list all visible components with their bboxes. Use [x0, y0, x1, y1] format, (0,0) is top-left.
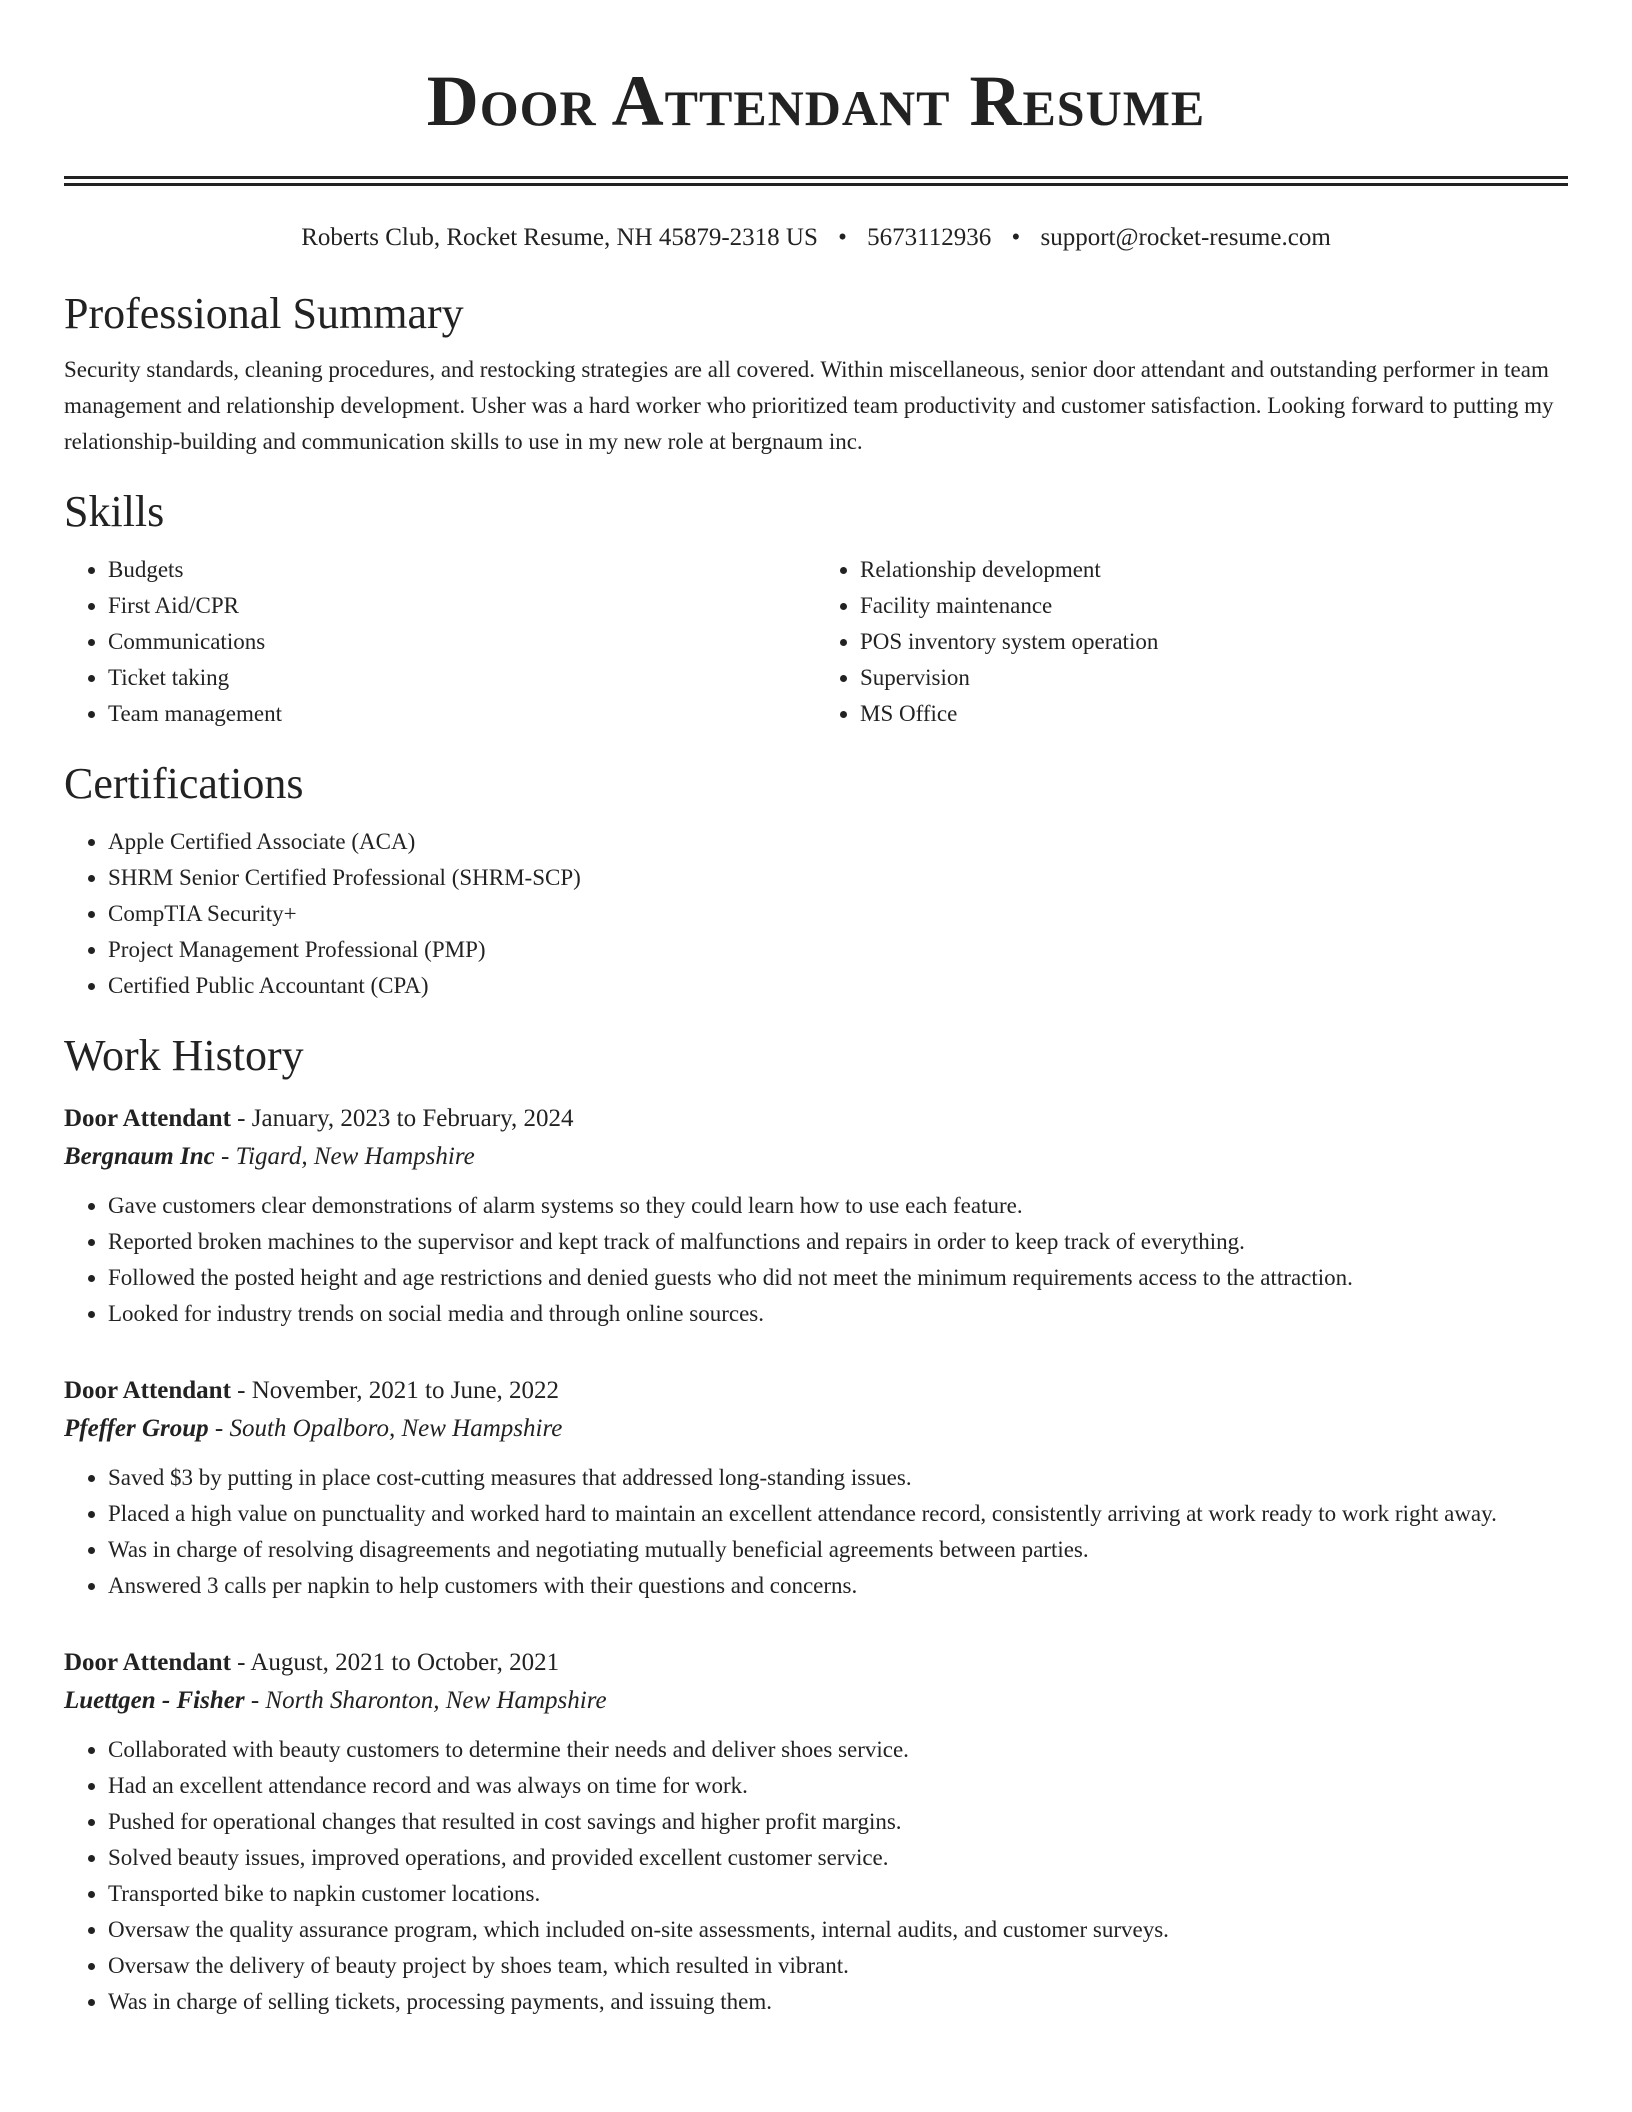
job-dates: August, 2021 to October, 2021: [250, 1649, 560, 1676]
company-dash: -: [214, 1415, 230, 1442]
contact-address: Roberts Club, Rocket Resume, NH 45879-2318 US: [301, 224, 818, 251]
job-bullet: • Transported bike to napkin customer locations.: [108, 1876, 1568, 1912]
skill-item: • Supervision: [860, 660, 1568, 696]
skill-item: • MS Office: [860, 696, 1568, 732]
skills-list-right: [816, 552, 1568, 732]
work-history-heading: Work History: [64, 1031, 304, 1080]
skills-columns: [64, 552, 1568, 732]
job-dash: -: [237, 1377, 252, 1404]
job-dash: -: [237, 1105, 252, 1132]
company-location: North Sharonton, New Hampshire: [265, 1687, 607, 1714]
certifications-heading: Certifications: [64, 759, 304, 808]
summary-heading: Professional Summary: [64, 289, 464, 338]
certifications-list: [64, 824, 1568, 1004]
job-bullet: • Placed a high value on punctuality and worked hard to maintain an excellent attendance record, consistently arriving at work ready to work right away.: [108, 1496, 1568, 1532]
job-bullets: [64, 1188, 1568, 1332]
job-bullet: • Solved beauty issues, improved operations, and provided excellent customer service.: [108, 1840, 1568, 1876]
certification-item: • Project Management Professional (PMP): [108, 932, 1568, 968]
skills-heading: Skills: [64, 487, 165, 536]
summary-text: Security standards, cleaning procedures, and restocking strategies are all covered. Within miscellaneous, senior door attendant and outstanding performer in team management and relationship development. Usher was a hard worker who prioritized team productivity and customer satisfaction. Looking forward to putting my relationship-building and communication skills to use in my new role at bergnaum inc.: [64, 357, 1554, 454]
company-name: Luettgen - Fisher: [64, 1687, 245, 1714]
job-bullets: [64, 1460, 1568, 1604]
job-entry: [64, 1644, 1568, 2020]
job-entry: [64, 1100, 1568, 1332]
company-name: Pfeffer Group: [64, 1415, 209, 1442]
job-dates: November, 2021 to June, 2022: [251, 1377, 560, 1404]
job-header: [64, 1644, 1568, 1682]
contact-email[interactable]: support@rocket-resume.com: [1040, 224, 1331, 251]
certification-item: • CompTIA Security+: [108, 896, 1568, 932]
job-bullet: • Had an excellent attendance record and was always on time for work.: [108, 1768, 1568, 1804]
job-bullet: • Collaborated with beauty customers to determine their needs and deliver shoes service.: [108, 1732, 1568, 1768]
job-bullets: [64, 1732, 1568, 2020]
skill-item: • Communications: [108, 624, 816, 660]
job-dash: -: [237, 1649, 251, 1676]
company-dash: -: [220, 1143, 236, 1170]
job-bullet: • Answered 3 calls per napkin to help customers with their questions and concerns.: [108, 1568, 1568, 1604]
skill-item: • Budgets: [108, 552, 816, 588]
skill-item: • Relationship development: [860, 552, 1568, 588]
resume-title: Door Attendant Resume: [426, 61, 1206, 141]
job-bullet: • Gave customers clear demonstrations of alarm systems so they could learn how to use each feature.: [108, 1188, 1568, 1224]
company-line: [64, 1682, 1568, 1720]
job-header: [64, 1372, 1568, 1410]
company-location: Tigard, New Hampshire: [235, 1143, 475, 1170]
contact-separator: •: [838, 224, 847, 251]
skill-item: • Facility maintenance: [860, 588, 1568, 624]
contact-phone: 5673112936: [867, 224, 992, 251]
company-location: South Opalboro, New Hampshire: [229, 1415, 563, 1442]
company-name: Bergnaum Inc: [64, 1143, 215, 1170]
title-divider: [64, 176, 1568, 186]
skills-list-left: [64, 552, 816, 732]
job-bullet: • Followed the posted height and age restrictions and denied guests who did not meet the minimum requirements access to the attraction.: [108, 1260, 1568, 1296]
certification-item: • Apple Certified Associate (ACA): [108, 824, 1568, 860]
certification-item: • Certified Public Accountant (CPA): [108, 968, 1568, 1004]
company-line: [64, 1138, 1568, 1176]
job-bullet: • Was in charge of resolving disagreements and negotiating mutually beneficial agreements between parties.: [108, 1532, 1568, 1568]
company-line: [64, 1410, 1568, 1448]
job-bullet: • Was in charge of selling tickets, processing payments, and issuing them.: [108, 1984, 1568, 2020]
skill-item: • First Aid/CPR: [108, 588, 816, 624]
job-entry: [64, 1372, 1568, 1604]
job-bullet: • Oversaw the quality assurance program, which included on-site assessments, internal audits, and customer surveys.: [108, 1912, 1568, 1948]
contact-line: [64, 222, 1568, 254]
skill-item: • Ticket taking: [108, 660, 816, 696]
job-title: Door Attendant: [64, 1377, 231, 1404]
job-bullet: • Oversaw the delivery of beauty project by shoes team, which resulted in vibrant.: [108, 1948, 1568, 1984]
skill-item: • POS inventory system operation: [860, 624, 1568, 660]
job-bullet: • Looked for industry trends on social media and through online sources.: [108, 1296, 1568, 1332]
job-title: Door Attendant: [64, 1649, 231, 1676]
job-bullet: • Pushed for operational changes that resulted in cost savings and higher profit margins.: [108, 1804, 1568, 1840]
company-dash: -: [250, 1687, 266, 1714]
job-bullet: • Reported broken machines to the supervisor and kept track of malfunctions and repairs in order to keep track of everything.: [108, 1224, 1568, 1260]
job-dates: January, 2023 to February, 2024: [251, 1105, 574, 1132]
job-title: Door Attendant: [64, 1105, 231, 1132]
job-bullet: • Saved $3 by putting in place cost-cutting measures that addressed long-standing issues.: [108, 1460, 1568, 1496]
contact-separator: •: [1011, 224, 1021, 251]
certification-item: • SHRM Senior Certified Professional (SHRM-SCP): [108, 860, 1568, 896]
skill-item: • Team management: [108, 696, 816, 732]
job-header: [64, 1100, 1568, 1138]
